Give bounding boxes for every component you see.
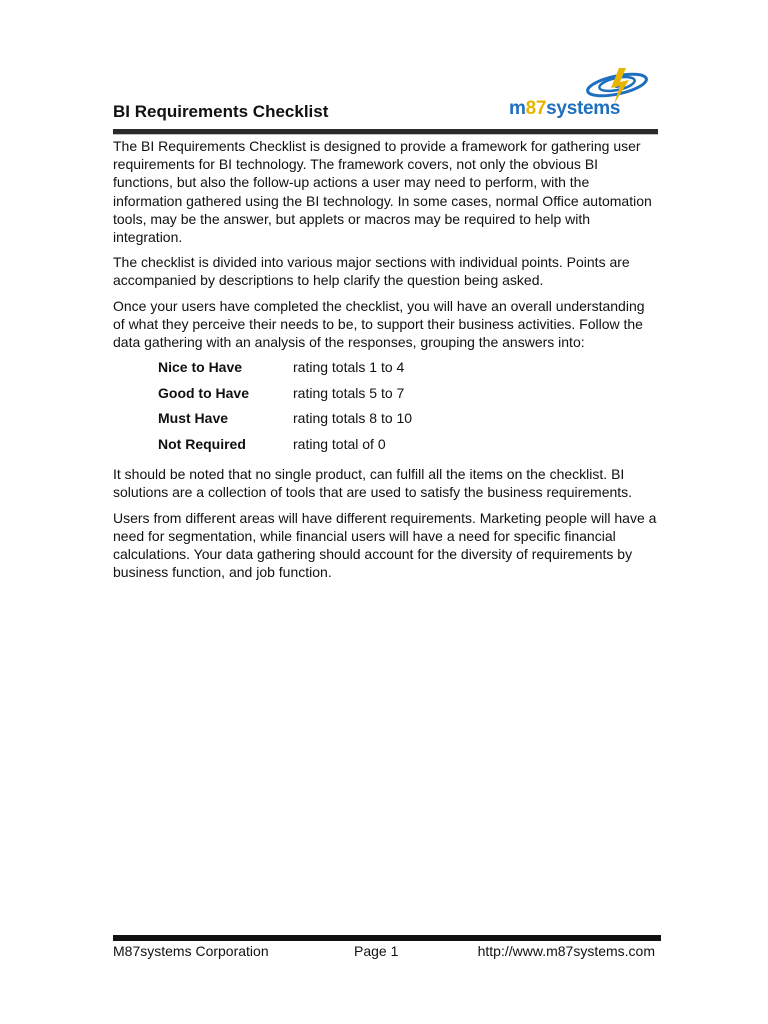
rating-description: rating totals 1 to 4 — [293, 359, 405, 376]
rating-term: Good to Have — [158, 384, 250, 401]
table-row — [158, 435, 412, 461]
single-product-paragraph: It should be noted that no single product, can fulfill all the items on the checklist. BI solutions are a collection of tools that are used to satisfy the business requirements. — [113, 466, 633, 501]
logo-wordmark: m87systems — [509, 98, 621, 119]
footer-company: M87systems Corporation — [113, 943, 269, 959]
structure-paragraph: The checklist is divided into various major sections with individual points. Points are accompanied by descriptions to help clarify the question being asked. — [113, 254, 630, 289]
footer-url-link[interactable]: http://www.m87systems.com — [477, 943, 655, 959]
rating-term: Must Have — [158, 410, 229, 427]
rating-categories-table — [158, 358, 412, 460]
intro-paragraph: The BI Requirements Checklist is designed to provide a framework for gathering user requirements for BI technology. The framework covers, not only the obvious BI functions, but also the follow-up actions a user may need to perform, with the information gathered using the BI technology. In some cases, normal Office automation tools, may be the answer, but applets or macros may be required to help with integration. — [113, 138, 652, 246]
rating-description: rating totals 8 to 10 — [293, 410, 413, 427]
rating-term: Not Required — [158, 435, 246, 452]
header-divider — [113, 129, 658, 135]
table-row — [158, 409, 412, 435]
footer-page-number: Page 1 — [354, 943, 399, 959]
footer-divider — [113, 935, 661, 941]
page-title: BI Requirements Checklist — [113, 102, 329, 121]
rating-description: rating total of 0 — [293, 435, 386, 452]
rating-description: rating totals 5 to 7 — [293, 384, 405, 401]
company-logo — [505, 66, 655, 126]
table-row — [158, 358, 412, 384]
rating-term: Nice to Have — [158, 359, 243, 376]
different-areas-paragraph: Users from different areas will have different requirements. Marketing people will have a need for segmentation, while financial users will have a need for specific financial calculations. Your data gathering should account for the diversity of requirements by business function, and job function. — [113, 509, 657, 581]
table-row — [158, 384, 412, 410]
document-body — [113, 137, 658, 588]
grouping-paragraph: Once your users have completed the checklist, you will have an overall understanding of what they perceive their needs to be, to support their business activities. Follow the data gathering with an analysis of the responses, grouping the answers into: — [113, 297, 645, 351]
